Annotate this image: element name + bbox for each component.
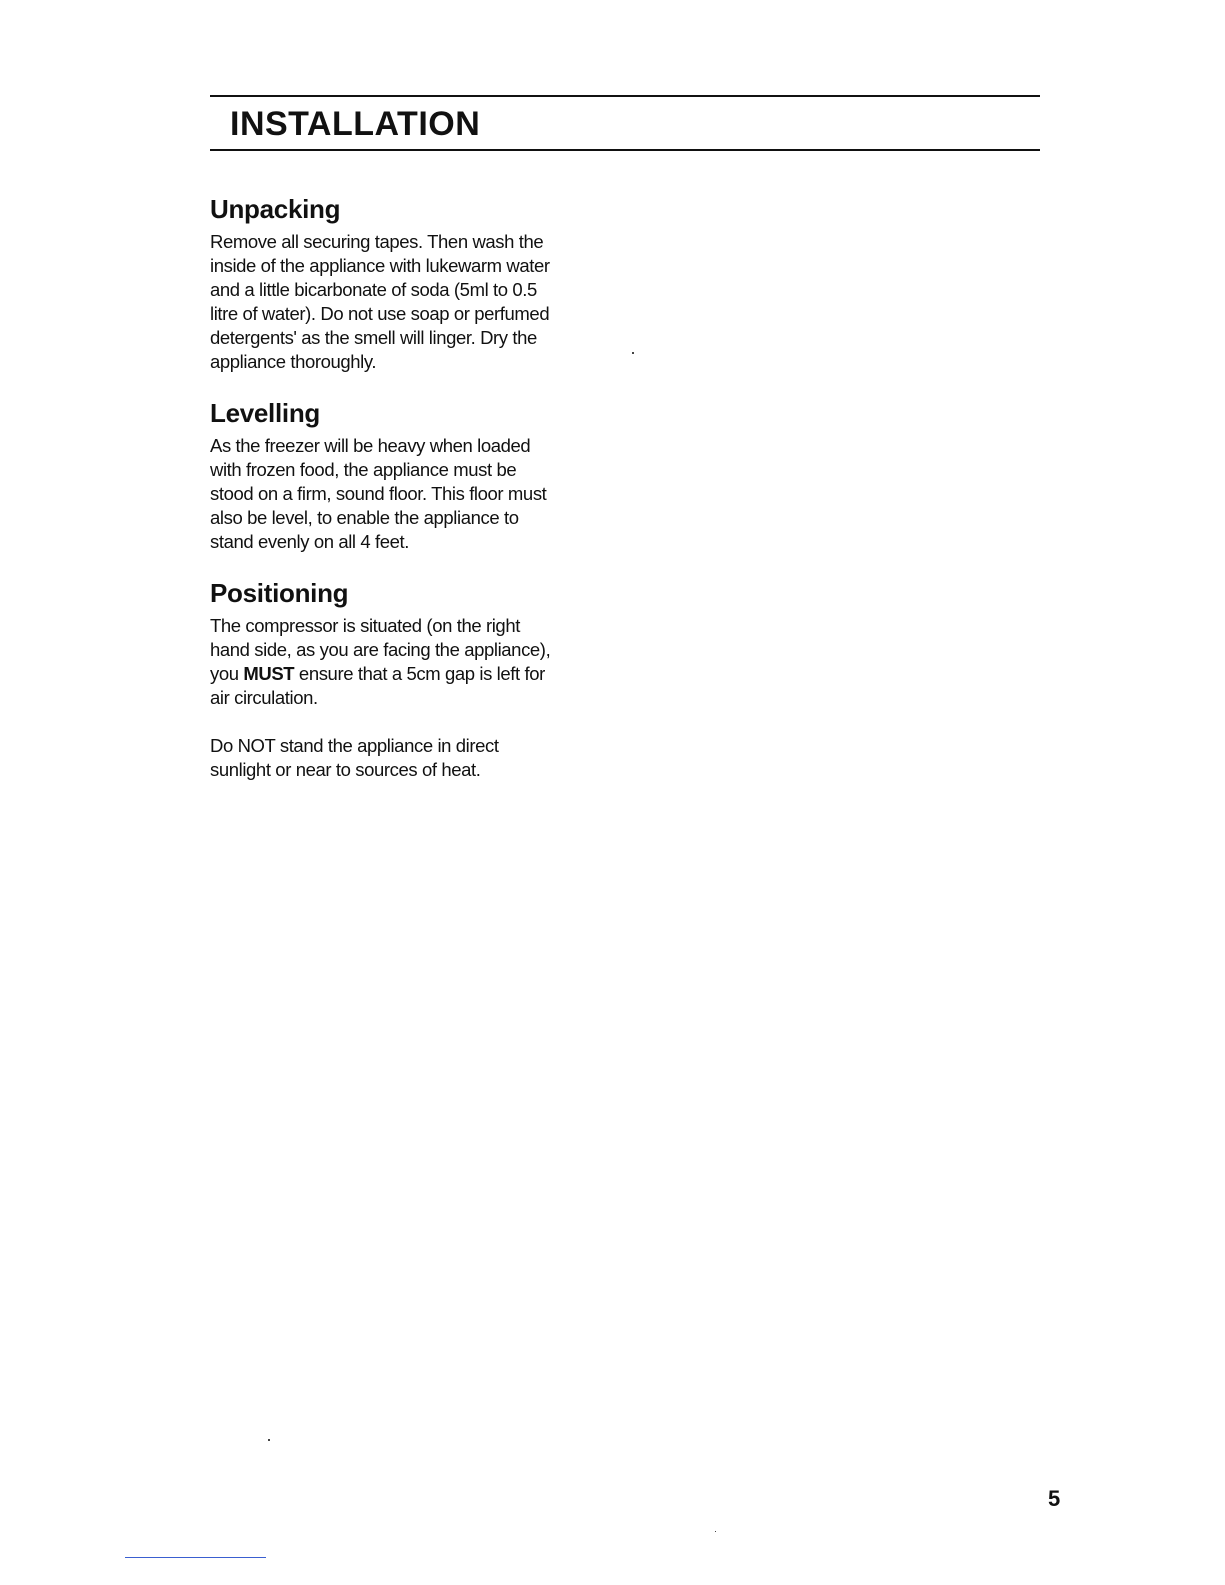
- header-top-rule: [210, 95, 1040, 97]
- positioning-text-before: The compressor is situated (on the right hand side, as you are facing the appliance), you: [210, 615, 551, 684]
- unpacking-paragraph: Remove all securing tapes. Then wash the inside of the appliance with lukewarm water and a little bicarbonate of soda (5ml to 0.5 litre of water). Do not use soap or perfumed detergents' as the smell will linger. Dry the appliance thoroughly.: [210, 231, 550, 372]
- footer-link-underline: [125, 1557, 266, 1558]
- section-positioning: [210, 576, 610, 782]
- section-levelling: [210, 396, 610, 554]
- scan-speck: [632, 352, 634, 354]
- section-heading-positioning: Positioning: [210, 578, 349, 608]
- levelling-paragraph: As the freezer will be heavy when loaded with frozen food, the appliance must be stood on a firm, sound floor. This floor must also be level, to enable the appliance to stand evenly on all 4 feet.: [210, 435, 547, 552]
- scan-speck: [715, 1531, 716, 1532]
- section-heading-levelling: Levelling: [210, 398, 320, 428]
- section-unpacking: [210, 192, 610, 374]
- positioning-paragraph: [210, 614, 610, 710]
- positioning-text-after: ensure that a 5cm gap is left for air circulation.: [210, 663, 545, 708]
- page-number: 5: [1048, 1486, 1061, 1511]
- must-emphasis: MUST: [243, 663, 295, 684]
- header-bottom-rule: [210, 149, 1040, 151]
- positioning-note: Do NOT stand the appliance in direct sunlight or near to sources of heat.: [210, 735, 499, 780]
- section-heading-unpacking: Unpacking: [210, 194, 341, 224]
- page-title: INSTALLATION: [230, 105, 481, 143]
- content-column: [210, 192, 610, 806]
- scan-speck: [268, 1439, 270, 1441]
